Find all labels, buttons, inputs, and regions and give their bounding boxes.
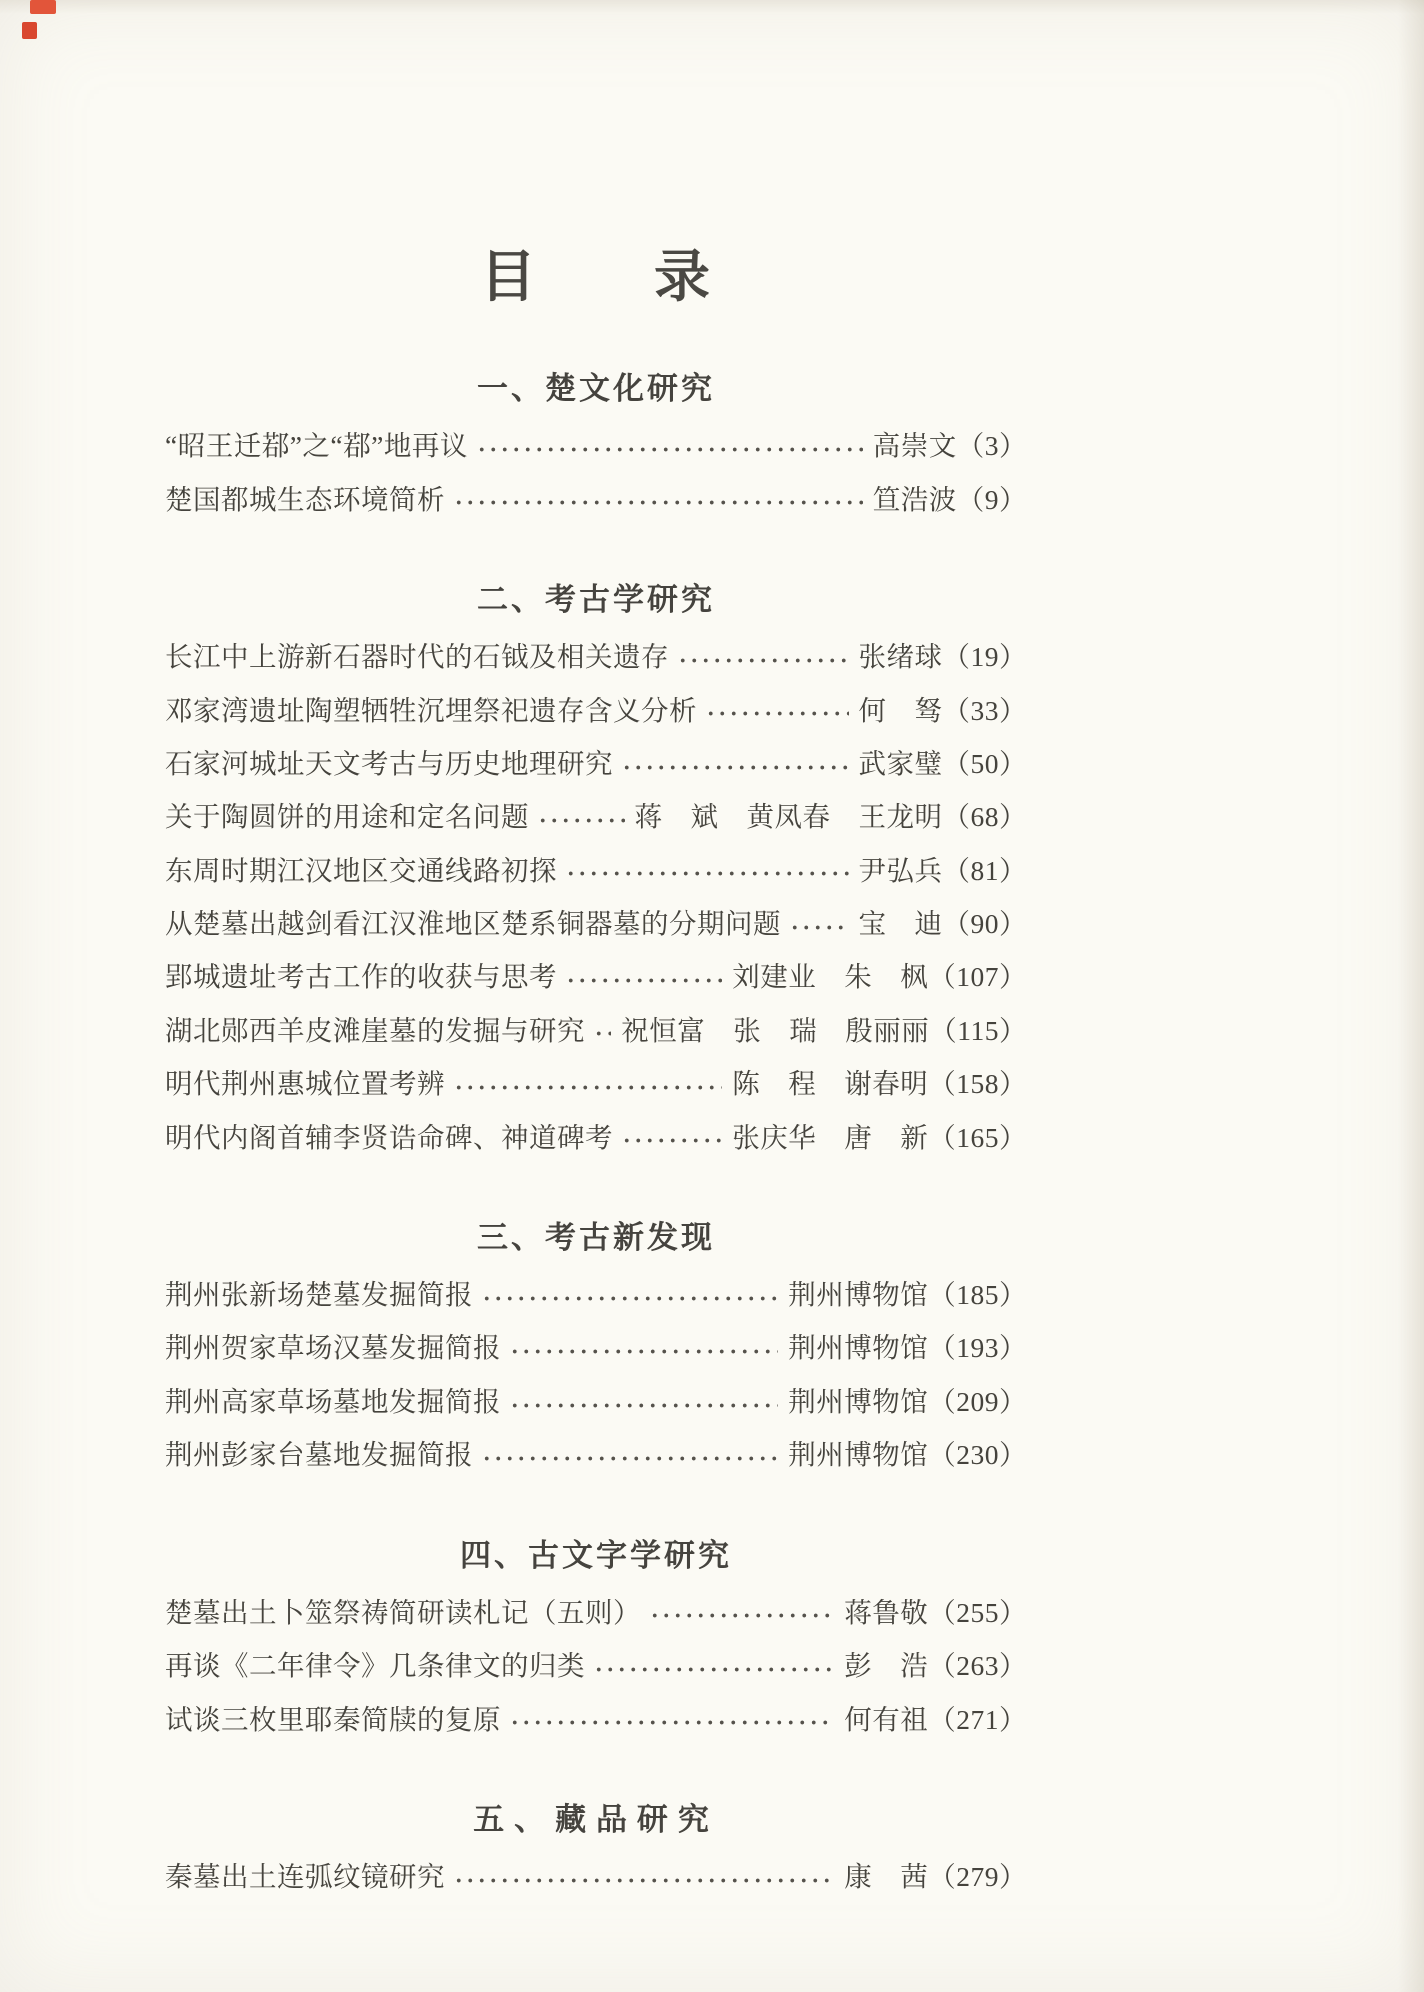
entry-page-number: （50）	[942, 747, 1027, 779]
dot-leader	[481, 1291, 778, 1305]
section-heading: 三、考古新发现	[477, 1219, 715, 1255]
entry-authors: 荆州博物馆	[788, 1332, 929, 1364]
dot-leader	[593, 1027, 611, 1041]
entry-authors: 宝 迪	[858, 908, 943, 939]
entry-title: 楚墓出土卜筮祭祷简研读札记（五则）	[165, 1596, 641, 1628]
entry-page-number: （209）	[928, 1385, 1027, 1417]
page-title: 目 录	[480, 247, 712, 309]
toc-entry	[165, 747, 1027, 781]
scan-red-mark	[22, 22, 37, 39]
dot-leader	[481, 1451, 778, 1465]
entry-authors: 高崇文	[872, 430, 957, 462]
toc-entry	[165, 1278, 1027, 1312]
entry-page-number: （9）	[956, 483, 1027, 515]
dot-leader	[649, 1609, 834, 1623]
toc-section	[165, 1537, 1027, 1737]
entry-page-number: （255）	[928, 1596, 1027, 1628]
section-heading: 四、古文字学研究	[460, 1537, 732, 1573]
entry-title: 试谈三枚里耶秦简牍的复原	[165, 1703, 501, 1735]
dot-leader	[565, 974, 722, 988]
entry-authors: 荆州博物馆	[788, 1385, 929, 1417]
scan-edge-shading-right	[1398, 0, 1424, 1992]
toc-entry	[165, 1385, 1027, 1419]
toc-entry	[165, 640, 1027, 674]
section-heading: 五、藏品研究	[473, 1801, 719, 1837]
entry-page-number: （90）	[942, 908, 1027, 939]
dot-leader	[453, 1080, 722, 1094]
entry-authors: 荆州博物馆	[788, 1279, 929, 1311]
entry-authors: 蒋鲁敬	[844, 1596, 929, 1628]
dot-leader	[565, 867, 849, 881]
entry-page-number: （81）	[942, 854, 1027, 886]
section-heading: 一、楚文化研究	[477, 371, 715, 406]
entry-title: 楚国都城生态环境简析	[165, 483, 445, 515]
entry-authors: 张绪球	[858, 641, 943, 673]
toc-entry	[165, 907, 1027, 941]
entry-title: 东周时期江汉地区交通线路初探	[165, 854, 557, 886]
toc-entry	[165, 1067, 1027, 1101]
toc-entry	[165, 800, 1027, 834]
toc-entry	[165, 483, 1027, 517]
section-entries	[165, 1596, 1027, 1737]
dot-leader	[705, 707, 849, 721]
section-entries	[165, 1860, 1027, 1894]
dot-leader	[677, 653, 849, 667]
toc-entry	[165, 429, 1027, 463]
toc-entry	[165, 854, 1027, 888]
entry-title: 长江中上游新石器时代的石钺及相关遗存	[165, 641, 669, 673]
entry-title: 明代内阁首辅李贤诰命碑、神道碑考	[165, 1121, 613, 1153]
entry-page-number: （158）	[928, 1068, 1027, 1100]
dot-leader	[621, 760, 849, 774]
entry-page-number: （19）	[942, 641, 1027, 673]
toc-entry	[165, 1649, 1027, 1683]
toc-entry	[165, 694, 1027, 728]
entry-page-number: （68）	[942, 801, 1027, 833]
entry-title: 荆州贺家草场汉墓发掘简报	[165, 1332, 501, 1364]
dot-leader	[476, 442, 863, 456]
entry-title: 从楚墓出越剑看江汉淮地区楚系铜器墓的分期问题	[165, 908, 781, 939]
entry-page-number: （3）	[956, 430, 1027, 462]
toc-content	[165, 0, 1027, 1913]
entry-title: “昭王迁鄀”之“鄀”地再议	[165, 430, 468, 462]
entry-title: 邓家湾遗址陶塑牺牲沉埋祭祀遗存含义分析	[165, 694, 697, 726]
toc-entry	[165, 1860, 1027, 1894]
entry-authors: 笪浩波	[872, 483, 957, 515]
entry-authors: 张庆华 唐 新	[732, 1121, 929, 1153]
entry-page-number: （33）	[942, 694, 1027, 726]
toc-section	[165, 370, 1027, 517]
dot-leader	[509, 1716, 834, 1730]
entry-page-number: （271）	[928, 1703, 1027, 1735]
entry-title: 秦墓出土连弧纹镜研究	[165, 1861, 445, 1893]
toc-sections	[165, 370, 1027, 1894]
entry-authors: 荆州博物馆	[788, 1439, 929, 1471]
toc-section	[165, 1219, 1027, 1473]
entry-title: 再谈《二年律令》几条律文的归类	[165, 1650, 585, 1682]
entry-page-number: （230）	[928, 1439, 1027, 1471]
entry-title: 关于陶圆饼的用途和定名问题	[165, 801, 529, 833]
toc-entry	[165, 1121, 1027, 1155]
dot-leader	[509, 1345, 778, 1359]
dot-leader	[593, 1662, 834, 1676]
dot-leader	[789, 920, 849, 934]
section-entries	[165, 429, 1027, 517]
entry-authors: 刘建业 朱 枫	[732, 961, 929, 993]
dot-leader	[453, 496, 863, 510]
toc-section	[165, 581, 1027, 1155]
toc-entry	[165, 1331, 1027, 1365]
entry-page-number: （185）	[928, 1279, 1027, 1311]
dot-leader	[621, 1134, 722, 1148]
entry-title: 郢城遗址考古工作的收获与思考	[165, 961, 557, 993]
entry-title: 荆州高家草场墓地发掘简报	[165, 1385, 501, 1417]
entry-title: 湖北郧西羊皮滩崖墓的发掘与研究	[165, 1014, 585, 1046]
entry-authors: 彭 浩	[844, 1650, 929, 1682]
entry-authors: 陈 程 谢春明	[732, 1068, 929, 1100]
entry-authors: 祝恒富 张 瑞 殷丽丽	[621, 1014, 930, 1046]
toc-entry	[165, 1596, 1027, 1630]
entry-authors: 蒋 斌 黄凤春 王龙明	[634, 801, 943, 833]
entry-page-number: （279）	[928, 1861, 1027, 1893]
entry-title: 明代荆州惠城位置考辨	[165, 1068, 445, 1100]
toc-entry	[165, 1438, 1027, 1472]
entry-title: 荆州张新场楚墓发掘简报	[165, 1279, 473, 1311]
entry-authors: 何有祖	[844, 1703, 929, 1735]
entry-page-number: （193）	[928, 1332, 1027, 1364]
toc-entry	[165, 1703, 1027, 1737]
entry-authors: 尹弘兵	[858, 854, 943, 886]
section-heading: 二、考古学研究	[477, 581, 715, 617]
dot-leader	[537, 813, 625, 827]
entry-page-number: （165）	[928, 1121, 1027, 1153]
toc-entry	[165, 960, 1027, 994]
dot-leader	[509, 1398, 778, 1412]
toc-entry	[165, 1014, 1027, 1048]
section-entries	[165, 640, 1027, 1155]
entry-page-number: （115）	[929, 1014, 1027, 1046]
entry-title: 石家河城址天文考古与历史地理研究	[165, 747, 613, 779]
entry-page-number: （107）	[928, 961, 1027, 993]
entry-page-number: （263）	[928, 1650, 1027, 1682]
scan-red-mark	[30, 0, 56, 14]
entry-authors: 何 驽	[858, 694, 943, 726]
entry-authors: 康 茜	[844, 1861, 929, 1893]
entry-title: 荆州彭家台墓地发掘简报	[165, 1439, 473, 1471]
section-entries	[165, 1278, 1027, 1473]
entry-authors: 武家璧	[858, 747, 943, 779]
toc-section	[165, 1801, 1027, 1895]
dot-leader	[453, 1873, 834, 1887]
